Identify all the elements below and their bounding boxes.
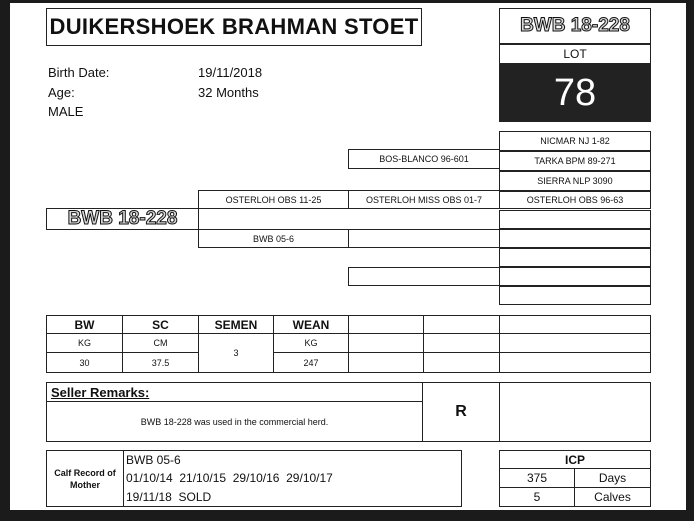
pedigree-sire-sire: BOS-BLANCO 96-601 bbox=[348, 149, 500, 169]
perf-value-bw: 30 bbox=[46, 352, 123, 373]
age-label: Age: bbox=[48, 85, 75, 100]
perf-header-semen: SEMEN bbox=[198, 315, 274, 334]
age-value: 32 Months bbox=[198, 85, 259, 100]
pedigree-dss-empty bbox=[499, 210, 651, 229]
perf-unit-bw: KG bbox=[46, 333, 123, 353]
perf-value-wean: 247 bbox=[273, 352, 349, 373]
pedigree-sdd: OSTERLOH OBS 96-63 bbox=[499, 191, 651, 209]
pedigree-extra-empty bbox=[499, 286, 651, 305]
pedigree-dam-dam-empty bbox=[348, 267, 500, 286]
perf-value-empty bbox=[499, 352, 651, 373]
pedigree-dds-empty bbox=[499, 248, 651, 267]
pedigree-sire: OSTERLOH OBS 11-25 bbox=[198, 190, 349, 209]
sale-card bbox=[10, 3, 686, 510]
perf-value-sc: 37.5 bbox=[122, 352, 199, 373]
performance-table bbox=[46, 315, 651, 373]
pedigree-dam: BWB 05-6 bbox=[198, 229, 349, 248]
icp-label: ICP bbox=[499, 450, 651, 469]
perf-header-bw: BW bbox=[46, 315, 123, 334]
perf-value-empty bbox=[423, 352, 500, 373]
reg-number-pedigree: BWB 18-228 bbox=[46, 208, 199, 230]
calf-record-line-1: BWB 05-6 bbox=[126, 453, 181, 467]
grade-value: R bbox=[422, 382, 500, 442]
perf-header-empty bbox=[348, 315, 424, 334]
lot-number: 78 bbox=[499, 64, 651, 122]
perf-header-sc: SC bbox=[122, 315, 199, 334]
perf-unit-wean: KG bbox=[273, 333, 349, 353]
seller-remarks-text: BWB 18-228 was used in the commercial herd. bbox=[46, 401, 423, 442]
icp-days-value: 375 bbox=[499, 468, 575, 488]
pedigree-dam-sire-empty bbox=[348, 229, 500, 248]
icp-calves-label: Calves bbox=[574, 487, 651, 507]
pedigree-sss: NICMAR NJ 1-82 bbox=[499, 131, 651, 151]
perf-value-empty bbox=[348, 352, 424, 373]
lot-label: LOT bbox=[499, 44, 651, 64]
stud-title: DUIKERSHOEK BRAHMAN STOET bbox=[46, 8, 422, 46]
perf-header-empty bbox=[423, 315, 500, 334]
perf-unit-empty bbox=[348, 333, 424, 353]
calf-record-label-line1: Calf Record of bbox=[54, 467, 116, 478]
perf-unit-empty bbox=[423, 333, 500, 353]
calf-record-label bbox=[46, 450, 124, 507]
perf-unit-sc: CM bbox=[122, 333, 199, 353]
pedigree-dsd-empty bbox=[499, 229, 651, 248]
sex-value: MALE bbox=[48, 104, 84, 119]
icp-days-label: Days bbox=[574, 468, 651, 488]
calf-record-line-2: 01/10/14 21/10/15 29/10/16 29/10/17 bbox=[126, 471, 333, 485]
perf-value-semen: 3 bbox=[198, 333, 274, 373]
pedigree-sds: SIERRA NLP 3090 bbox=[499, 171, 651, 191]
pedigree-ddd-empty bbox=[499, 267, 651, 286]
seller-remarks-label: Seller Remarks: bbox=[46, 382, 423, 402]
pedigree-sire-dam: OSTERLOH MISS OBS 01-7 bbox=[348, 190, 500, 209]
perf-header-empty bbox=[499, 315, 651, 334]
icp-calves-value: 5 bbox=[499, 487, 575, 507]
perf-unit-empty bbox=[499, 333, 651, 353]
perf-header-wean: WEAN bbox=[273, 315, 349, 334]
birth-date-label: Birth Date: bbox=[48, 65, 110, 80]
pedigree-ssd: TARKA BPM 89-271 bbox=[499, 151, 651, 171]
calf-record-line-3: 19/11/18 SOLD bbox=[126, 490, 212, 504]
calf-record-label-line2: Mother bbox=[70, 479, 100, 490]
reg-number-header: BWB 18-228 bbox=[499, 8, 651, 44]
birth-date-value: 19/11/2018 bbox=[198, 65, 263, 80]
